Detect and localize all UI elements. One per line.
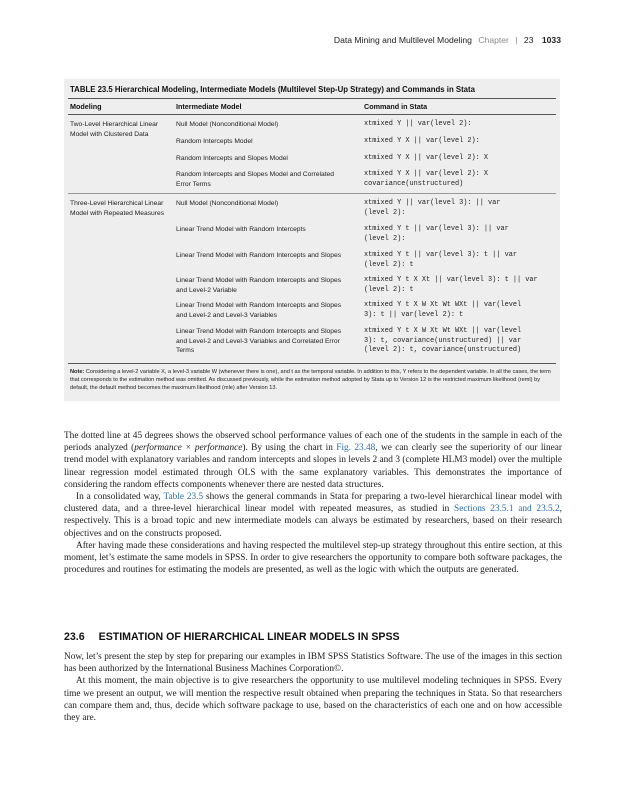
note-label: Note:: [70, 369, 85, 375]
italic-text: performance × performance: [134, 443, 243, 454]
text: , respectively. This is a broad topic and new intermediate models can always be estimated by researchers, based on their research objectives and on the constructs proposed.: [64, 504, 562, 539]
table-23-5: [64, 79, 560, 401]
paragraph: After having made these considerations and having respected the multilevel step-up strategy throughout this entire section, at this moment, let’s estimate the same models in SPSS. In order to give researchers the opportunity to compare both software packages, the procedures and routines for estimating the models are presented, as well as the logic with which the outputs are generated.: [64, 540, 562, 576]
table-row-command: xtmixed Y t X W Xt Wt WXt || var(level 3): t || var(level 2): t: [364, 301, 522, 319]
table-row-command: xtmixed Y t X W Xt Wt WXt || var(level 3): t, covariance(unstructured) || var (level 2): t, covariance(unstructured): [364, 327, 522, 355]
table-row-model: Random Intercepts and Slopes Model: [176, 155, 288, 162]
table-row-command: xtmixed Y || var(level 2):: [364, 120, 472, 128]
table-row-command: xtmixed Y t || var(level 3): t || var (level 2): t: [364, 251, 517, 269]
section-number: 23.6: [64, 631, 85, 643]
chapter-label: Chapter: [478, 35, 509, 45]
text: shows the general commands in Stata for preparing a two-level hierarchical linear model with clustered data, and a three-level hierarchical linear model with repeated measures, as studied in: [64, 492, 563, 515]
separator: |: [515, 35, 518, 45]
note-text: Considering a level-2 variable X, a level-3 variable W (whenever there is one), and t as the temporal variable. In addition to this, Y refers to the dependent variable. In all the cases, the term that corresponds to the estimation method was omitted. As discussed previously, while the estimation method adopted by Stata up to Version 12 is the restricted maximum likelihood (reml) by default, the default method becomes the maximum likelihood (mle) after Version 13.: [70, 369, 551, 391]
body-text-upper: [64, 430, 562, 576]
modeling-group-three-level: Three-Level Hierarchical Linear Model with Repeated Measures: [70, 200, 165, 217]
figure-link[interactable]: Fig. 23.48: [336, 443, 376, 454]
table-row-command: xtmixed Y || var(level 3): || var (level 2):: [364, 199, 501, 217]
body-text-lower: [64, 651, 562, 724]
chapter-number: 23: [523, 35, 534, 45]
page-number: 1033: [541, 35, 561, 45]
table-rule-top: [68, 98, 556, 99]
text: The dotted line at 45 degrees shows the observed school performance values of each one of the students in the sample in each of the periods analyzed (: [64, 431, 562, 454]
paragraph: [64, 491, 562, 540]
table-rule-group: [68, 193, 556, 194]
table-row-model: Random Intercepts Model: [176, 138, 253, 145]
table-rule-header: [68, 114, 556, 115]
paragraph: At this moment, the main objective is to give researchers the opportunity to use multilevel modeling techniques in SPSS. Every time we present an output, we will mention the respective result obtained when preparing the techniques in Stata. So that researchers can compare them and, thus, decide which software package to use, based on the characteristics of each one and on how accessible they are.: [64, 676, 562, 724]
text: ). By using the chart in: [242, 443, 337, 454]
modeling-group-two-level: Two-Level Hierarchical Linear Model with Clustered Data: [70, 121, 159, 138]
table-row-command: xtmixed Y t || var(level 3): || var (level 2):: [364, 225, 509, 243]
table-row-model: Random Intercepts and Slopes Model and Correlated Error Terms: [176, 171, 334, 188]
sections-link[interactable]: Sections 23.5.1 and 23.5.2: [454, 504, 560, 515]
text: , we can clearly see the superiority of our linear trend model with explanatory variables and random intercepts and slopes in levels 2 and 3 (complete HLM3 model) over the multiple linear regression model estimated through OLS with the same explanatory variables. This demonstrates the importance of considering the random effects components whenever there are nested data structures.: [64, 443, 563, 490]
text: In a consolidated way,: [76, 492, 164, 503]
paragraph: [64, 430, 562, 491]
section-title: ESTIMATION OF HIERARCHICAL LINEAR MODELS IN SPSS: [98, 631, 400, 643]
table-row-model: Linear Trend Model with Random Intercepts: [176, 226, 306, 233]
table-title: TABLE 23.5 Hierarchical Modeling, Intermediate Models (Multilevel Step-Up Strategy) and Commands in Stata: [70, 85, 475, 94]
table-rule-bottom: [68, 363, 556, 364]
table-row-command: xtmixed Y X || var(level 2):: [364, 137, 480, 145]
table-row-command: xtmixed Y t X Xt || var(level 3): t || var (level 2): t: [364, 276, 538, 294]
paragraph: Now, let’s present the step by step for preparing our examples in IBM SPSS Statistics Software. The use of the images in this section has been authorized by the International Business Machines Corporation©.: [64, 652, 562, 675]
table-row-model: Null Model (Nonconditional Model): [176, 200, 279, 207]
header-modeling: Modeling: [70, 102, 102, 111]
table-row-model: Linear Trend Model with Random Intercepts and Slopes and Level-2 Variable: [176, 277, 342, 294]
running-head-title: Data Mining and Multilevel Modeling: [333, 35, 472, 45]
table-link[interactable]: Table 23.5: [163, 492, 204, 503]
table-row-command: xtmixed Y X || var(level 2): X: [364, 154, 489, 162]
table-row-model: Null Model (Nonconditional Model): [176, 121, 279, 128]
table-row-model: Linear Trend Model with Random Intercepts and Slopes: [176, 252, 342, 259]
section-heading: [64, 631, 400, 643]
header-intermediate-model: Intermediate Model: [176, 102, 242, 111]
table-row-model: Linear Trend Model with Random Intercepts and Slopes and Level-2 and Level-3 Variables and Correlated Error Terms: [176, 328, 342, 355]
running-head: [334, 35, 561, 45]
table-note: [70, 369, 554, 392]
table-row-model: Linear Trend Model with Random Intercepts and Slopes and Level-2 and Level-3 Variables: [176, 302, 342, 319]
header-command: Command in Stata: [364, 102, 428, 111]
table-row-command: xtmixed Y X || var(level 2): X covariance(unstructured): [364, 170, 489, 188]
